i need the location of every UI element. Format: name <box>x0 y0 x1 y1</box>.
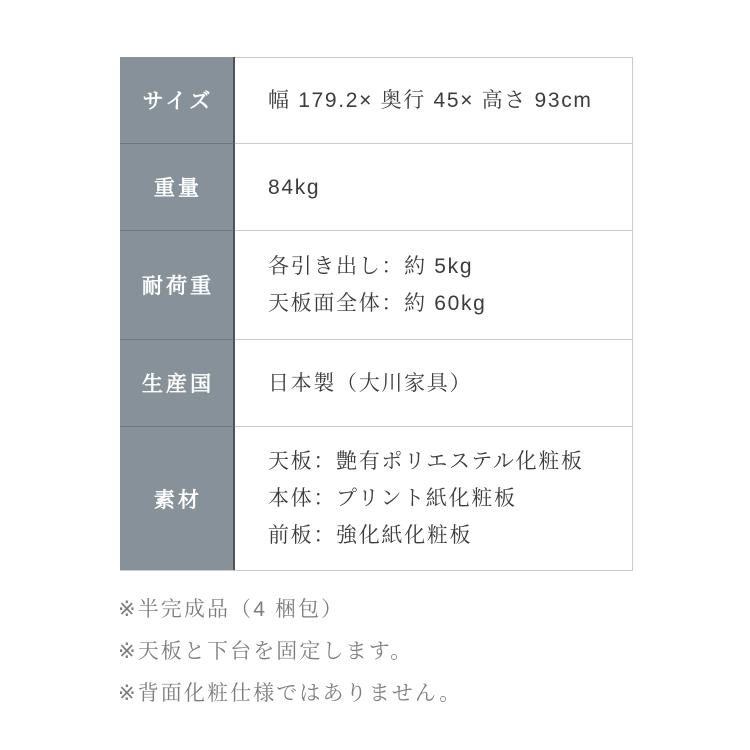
spec-value-line: 本体：プリント紙化粧板 <box>268 487 517 510</box>
spec-value-line: 前板：強化紙化粧板 <box>268 524 473 547</box>
spec-value-line: 日本製（大川家具） <box>268 371 473 395</box>
spec-value-country <box>235 339 633 426</box>
spec-table <box>120 57 633 571</box>
spec-row-country <box>120 339 633 426</box>
spec-label-country: 生産国 <box>120 339 235 426</box>
spec-value-line: 天板面全体：約 60kg <box>268 292 487 315</box>
spec-value-material <box>235 426 633 570</box>
spec-value-load-capacity <box>235 230 633 339</box>
spec-row-weight <box>120 143 633 230</box>
spec-value-line: 84kg <box>268 175 321 199</box>
footnote-top-fixed: ※天板と下台を固定します。 <box>118 640 414 663</box>
footnotes <box>118 589 462 715</box>
spec-value-line: 幅 179.2× 奥行 45× 高さ 93cm <box>268 89 593 112</box>
spec-value-weight <box>235 143 633 230</box>
footnote-back-finish: ※背面化粧仕様ではありません。 <box>118 682 463 705</box>
spec-label-material: 素材 <box>120 426 235 570</box>
spec-value-line: 天板：艶有ポリエステル化粧板 <box>268 450 584 473</box>
footnote-semi-assembled: ※半完成品（4 梱包） <box>118 598 345 621</box>
spec-row-material <box>120 426 633 570</box>
spec-label-weight: 重量 <box>120 143 235 230</box>
spec-label-load-capacity: 耐荷重 <box>120 230 235 339</box>
spec-value-line: 各引き出し：約 5kg <box>268 255 474 278</box>
spec-label-size: サイズ <box>120 57 235 143</box>
spec-value-size <box>235 57 633 143</box>
spec-row-load-capacity <box>120 230 633 339</box>
spec-row-size <box>120 57 633 143</box>
